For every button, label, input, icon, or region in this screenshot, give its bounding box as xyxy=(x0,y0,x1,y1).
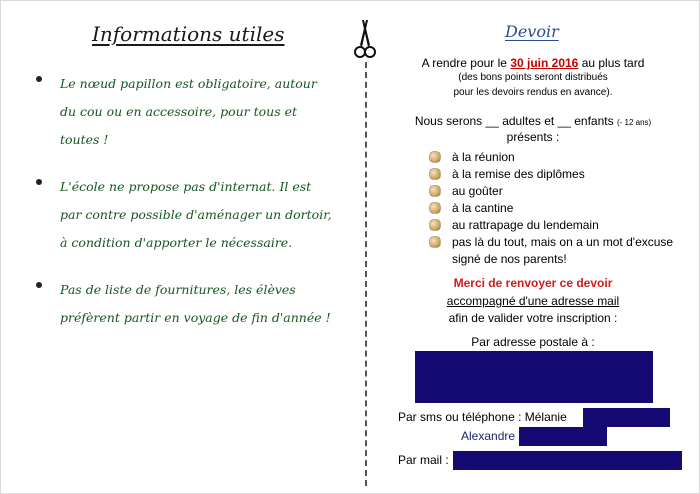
info-item-text: Pas de liste de fournitures, les élèves préfèrent partir en voyage de fin d'année ! xyxy=(60,282,331,325)
option-item[interactable] xyxy=(428,183,688,200)
option-item[interactable] xyxy=(428,166,688,183)
postal-label: Par adresse postale à : xyxy=(471,335,595,349)
attendance-options xyxy=(428,149,688,268)
info-item xyxy=(36,276,336,332)
redacted-phone-melanie xyxy=(583,408,670,427)
info-item-text: Le nœud papillon est obligatoire, autour du cou ou en accessoire, pour tous et toutes ! xyxy=(60,76,317,147)
option-label: à la réunion xyxy=(452,150,515,164)
validate-line: afin de valider votre inscription : xyxy=(448,311,618,325)
bullet-icon xyxy=(36,179,42,185)
info-item-text: L'école ne propose pas d'internat. Il est par contre possible d'aménager un dortoir, à condition d'apporter le nécessaire. xyxy=(60,179,332,250)
option-label: au goûter xyxy=(452,184,503,198)
option-item[interactable] xyxy=(428,217,688,234)
info-list xyxy=(36,70,336,351)
email-required-line xyxy=(380,294,686,308)
option-item[interactable] xyxy=(428,234,688,268)
sms-label: Par sms ou téléphone : Mélanie xyxy=(398,410,567,424)
right-title: Devoir xyxy=(505,22,559,41)
attendance-count-text: Nous serons __ adultes et __ enfants xyxy=(414,114,617,128)
checkbox-icon[interactable] xyxy=(430,203,440,213)
email-required-text: accompagné d'une adresse mail xyxy=(446,294,620,308)
deadline-line xyxy=(380,56,686,70)
checkbox-icon[interactable] xyxy=(430,169,440,179)
mail-label: Par mail : xyxy=(398,453,449,467)
redacted-postal-address xyxy=(415,351,653,403)
option-item[interactable] xyxy=(428,200,688,217)
checkbox-icon[interactable] xyxy=(430,152,440,162)
cut-line xyxy=(365,62,367,486)
info-item xyxy=(36,173,336,257)
option-label: au rattrapage du lendemain xyxy=(452,218,599,232)
redacted-email xyxy=(453,451,682,470)
scissors-icon xyxy=(354,18,376,60)
bullet-icon xyxy=(36,282,42,288)
redacted-phone-alexandre xyxy=(519,427,607,446)
option-label: à la remise des diplômes xyxy=(452,167,585,181)
presents-label: présents : xyxy=(506,130,560,144)
checkbox-icon[interactable] xyxy=(430,237,440,247)
option-label: pas là du tout, mais on a un mot d'excuse signé de nos parents! xyxy=(452,235,674,266)
note-line: (des bons points seront distribués xyxy=(458,72,608,83)
age-note: (- 12 ans) xyxy=(616,118,652,127)
option-item[interactable] xyxy=(428,149,688,166)
deadline-suffix: au plus tard xyxy=(578,56,645,70)
alexandre-label: Alexandre xyxy=(461,429,516,443)
thanks-line: Merci de renvoyer ce devoir xyxy=(453,276,613,290)
bullet-icon xyxy=(36,76,42,82)
deadline-prefix: A rendre pour le xyxy=(421,56,511,70)
checkbox-icon[interactable] xyxy=(430,220,440,230)
deadline-date: 30 juin 2016 xyxy=(510,56,579,70)
note-line: pour les devoirs rendus en avance). xyxy=(453,87,613,98)
info-item xyxy=(36,70,336,154)
checkbox-icon[interactable] xyxy=(430,186,440,196)
attendance-count xyxy=(380,114,686,128)
option-label: à la cantine xyxy=(452,201,514,215)
left-title: Informations utiles xyxy=(92,22,285,46)
